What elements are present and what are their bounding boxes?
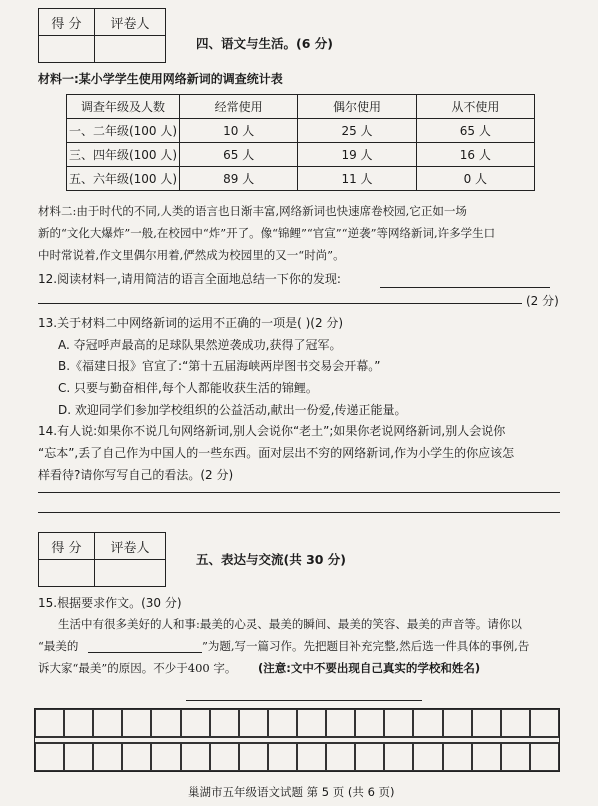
essay-prompt-line: 生活中有很多美好的人和事:最美的心灵、最美的瞬间、最美的笑容、最美的声音等。请你以	[58, 617, 522, 631]
answer-line[interactable]	[38, 512, 560, 513]
score-label: 得 分	[39, 9, 95, 36]
essay-prompt-line: 诉大家“最美”的原因。不少于400 字。	[38, 661, 237, 675]
question-12-score: (2 分)	[526, 294, 559, 308]
essay-note: (注意:文中不要出现自己真实的学校和姓名)	[258, 661, 481, 675]
question-14-line: 14.有人说:如果你不说几句网络新词,别人会说你“老土”;如果你老说网络新词,别人会说你	[38, 424, 506, 438]
material-2-line: 新的“文化大爆炸”一般,在校园中“炸”开了。像“锦鲤”“官宣”“逆袭”等网络新词,许多学生口	[38, 226, 496, 240]
score-label: 得 分	[39, 533, 95, 560]
table-row	[67, 119, 535, 143]
question-14-line: “忘本”,丢了自己作为中国人的一些东西。面对层出不穷的网络新词,作为小学生的你应该怎	[38, 446, 515, 460]
table-cell: 89 人	[180, 167, 298, 191]
question-14-line: 样看待?请你写写自己的看法。(2 分)	[38, 468, 234, 482]
section-4-title: 四、语文与生活。(6 分)	[196, 36, 333, 51]
score-box-2	[38, 532, 166, 587]
composition-grid[interactable]	[34, 708, 560, 772]
table-header: 调查年级及人数	[67, 95, 180, 119]
grader-label: 评卷人	[95, 533, 166, 560]
page-footer: 巢湖市五年级语文试题 第 5 页 (共 6 页)	[188, 785, 395, 799]
table-cell: 16 人	[416, 143, 534, 167]
table-cell: 65 人	[416, 119, 534, 143]
table-header: 从不使用	[416, 95, 534, 119]
score-field[interactable]	[39, 560, 95, 587]
table-cell: 一、二年级(100 人)	[67, 119, 180, 143]
question-13-text: 13.关于材料二中网络新词的运用不正确的一项是( )(2 分)	[38, 316, 344, 330]
table-row	[67, 143, 535, 167]
table-cell: 0 人	[416, 167, 534, 191]
table-header: 经常使用	[180, 95, 298, 119]
option-d[interactable]: D. 欢迎同学们参加学校组织的公益活动,献出一份爱,传递正能量。	[58, 403, 407, 417]
grader-label: 评卷人	[95, 9, 166, 36]
table-row	[67, 167, 535, 191]
table-cell: 五、六年级(100 人)	[67, 167, 180, 191]
answer-line[interactable]	[38, 303, 522, 304]
question-15-text: 15.根据要求作文。(30 分)	[38, 596, 182, 610]
score-field[interactable]	[39, 36, 95, 63]
section-5-title: 五、表达与交流(共 30 分)	[196, 552, 347, 567]
answer-line[interactable]	[380, 287, 550, 288]
essay-prompt-line-start: “最美的	[38, 639, 79, 653]
essay-title-line[interactable]	[186, 700, 422, 701]
grader-field[interactable]	[95, 36, 166, 63]
question-12-text: 12.阅读材料一,请用简洁的语言全面地总结一下你的发现:	[38, 272, 341, 286]
option-c[interactable]: C. 只要与勤奋相伴,每个人都能收获生活的锦鲤。	[58, 381, 318, 395]
table-cell: 三、四年级(100 人)	[67, 143, 180, 167]
table-cell: 10 人	[180, 119, 298, 143]
title-blank[interactable]	[88, 652, 202, 653]
score-box-1	[38, 8, 166, 63]
material-1-title: 材料一:某小学学生使用网络新词的调查统计表	[38, 72, 283, 86]
essay-prompt-line-end: ”为题,写一篇习作。先把题目补充完整,然后选一件具体的事例,告	[202, 639, 530, 653]
option-a[interactable]: A. 夺冠呼声最高的足球队果然逆袭成功,获得了冠军。	[58, 338, 342, 352]
material-2-line: 中时常说着,作文里偶尔用着,俨然成为校园里的又一“时尚”。	[38, 248, 345, 262]
option-b[interactable]: B.《福建日报》官宣了:“第十五届海峡两岸图书交易会开幕。”	[58, 359, 381, 373]
table-header: 偶尔使用	[298, 95, 416, 119]
table-header-row	[67, 95, 535, 119]
table-cell: 19 人	[298, 143, 416, 167]
table-cell: 11 人	[298, 167, 416, 191]
material-2-line: 材料二:由于时代的不同,人类的语言也日渐丰富,网络新词也快速席卷校园,它正如一场	[38, 204, 467, 218]
table-cell: 65 人	[180, 143, 298, 167]
table-cell: 25 人	[298, 119, 416, 143]
answer-line[interactable]	[38, 492, 560, 493]
grader-field[interactable]	[95, 560, 166, 587]
survey-table	[66, 94, 535, 191]
